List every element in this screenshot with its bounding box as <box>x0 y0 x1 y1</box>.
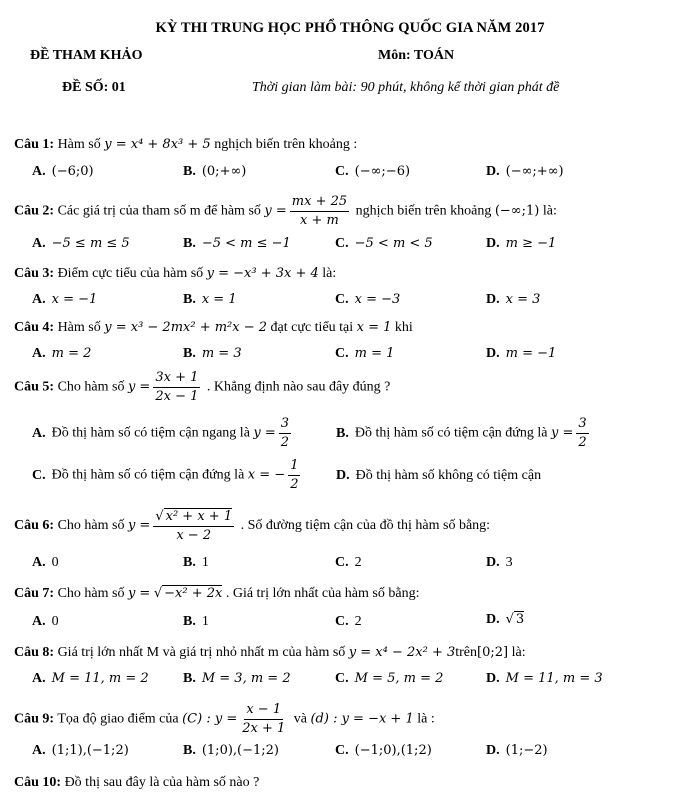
exam-title: KỲ THI TRUNG HỌC PHỔ THÔNG QUỐC GIA NĂM 2017 <box>155 20 545 36</box>
question-label: Câu 5: <box>14 379 55 395</box>
question-3: Câu 3: Điểm cực tiểu của hàm số y = −x³ + 3x + 4 là: <box>14 266 337 281</box>
option-d: D. M = 11, m = 3 <box>486 671 603 686</box>
de-tham-khao: ĐỀ THAM KHẢO <box>30 48 143 63</box>
fraction: $\frac{3x + 1}{2x - 1}$ <box>155 370 199 404</box>
option-a: A. 0 <box>32 555 59 570</box>
question-label: Câu 3: <box>14 266 55 281</box>
option-a: A. x = −1 <box>32 292 98 307</box>
option-b: B. 1 <box>183 555 209 570</box>
math-expression: y = x⁴ + 8x³ + 5 <box>104 137 211 152</box>
option-c: C. Đồ thị hàm số có tiệm cận đứng là x = − $\frac{1}{2}$ <box>32 458 299 492</box>
option-d: D. m = −1 <box>486 346 557 361</box>
option-c: C. 2 <box>335 614 362 629</box>
question-label: Câu 7: <box>14 586 55 601</box>
option-a: A. m = 2 <box>32 346 92 361</box>
option-a: A. (1;1),(−1;2) <box>32 743 129 758</box>
option-b: B. (0;+∞) <box>183 164 247 179</box>
question-label: Câu 6: <box>14 518 55 534</box>
option-c: C. M = 5, m = 2 <box>335 671 444 686</box>
option-c: C. −5 < m < 5 <box>335 236 433 251</box>
question-label: Câu 1: <box>14 137 55 152</box>
question-1: Câu 1: Hàm số y = x⁴ + 8x³ + 5 nghịch biến trên khoảng : <box>14 137 358 152</box>
option-a: A. 0 <box>32 614 59 629</box>
option-d: D. (1;−2) <box>486 743 548 758</box>
option-a: A. −5 ≤ m ≤ 5 <box>32 236 130 251</box>
question-5: Câu 5: Cho hàm số y = $\frac{3x + 1}{2x - 1}$ . Khẳng định nào sau đây đúng ? <box>14 370 391 404</box>
option-b: B. M = 3, m = 2 <box>183 671 291 686</box>
question-9: Câu 9: Tọa độ giao điểm của (C) : y = $\frac{x - 1}{2x + 1}$ và (d) : y = −x + 1 là : <box>14 702 435 736</box>
option-b: B. Đồ thị hàm số có tiệm cận đứng là y = $\frac{3}{2}$ <box>336 416 587 450</box>
option-b: B. 1 <box>183 614 209 629</box>
option-d: D. (−∞;+∞) <box>486 164 564 179</box>
question-6: Câu 6: Cho hàm số y = $\frac{\text{√ x² + x + 1}}{x - 2}$ . Số đường tiệm cận của đồ thị hàm số bằng: <box>14 509 491 543</box>
option-b: B. −5 < m ≤ −1 <box>183 236 291 251</box>
option-c: C. x = −3 <box>335 292 401 307</box>
fraction: $\frac{mx + 25}{x + m}$ <box>291 194 348 228</box>
option-b: B. x = 1 <box>183 292 237 307</box>
option-d: D. x = 3 <box>486 292 541 307</box>
option-d: D. m ≥ −1 <box>486 236 557 251</box>
time-note: Thời gian làm bài: 90 phút, không kể thời gian phát đề <box>252 80 560 95</box>
question-label: Câu 2: <box>14 203 55 219</box>
option-a: A. M = 11, m = 2 <box>32 671 149 686</box>
question-2: Câu 2: Các giá trị của tham số m để hàm số y = $\frac{mx + 25}{x + m}$ nghịch biến trên khoảng (−∞;1) là: <box>14 194 557 228</box>
option-c: C. m = 1 <box>335 346 395 361</box>
option-c: C. (−1;0),(1;2) <box>335 743 432 758</box>
option-d: D. Đồ thị hàm số không có tiệm cận <box>336 468 542 483</box>
option-a: A. Đồ thị hàm số có tiệm cận ngang là y = $\frac{3}{2}$ <box>32 416 290 450</box>
question-7: Câu 7: Cho hàm số y = √ −x² + 2x . Giá trị lớn nhất của hàm số bằng: <box>14 586 420 601</box>
question-label: Câu 10: <box>14 775 62 790</box>
question-label: Câu 9: <box>14 711 55 727</box>
question-label: Câu 8: <box>14 645 55 660</box>
fraction: $\frac{x - 1}{2x + 1}$ <box>242 702 286 736</box>
exam-code: ĐỀ SỐ: 01 <box>62 80 126 95</box>
option-c: C. 2 <box>335 555 362 570</box>
option-a: A. (−6;0) <box>32 164 94 179</box>
question-10: Câu 10: Đồ thị sau đây là của hàm số nào ? <box>14 775 260 790</box>
option-d: D. √ 3 <box>486 612 525 627</box>
option-b: B. (1;0),(−1;2) <box>183 743 279 758</box>
fraction: $\frac{\text{√ x² + x + 1}}{x - 2}$ <box>155 509 233 543</box>
question-label: Câu 4: <box>14 320 55 335</box>
subject-label: Môn: TOÁN <box>378 48 455 63</box>
question-4: Câu 4: Hàm số y = x³ − 2mx² + m²x − 2 đạt cực tiểu tại x = 1 khi <box>14 320 413 335</box>
question-8: Câu 8: Giá trị lớn nhất M và giá trị nhỏ nhất m của hàm số y = x⁴ − 2x² + 3trên[0;2] là: <box>14 645 526 660</box>
option-d: D. 3 <box>486 555 513 570</box>
option-c: C. (−∞;−6) <box>335 164 411 179</box>
option-b: B. m = 3 <box>183 346 242 361</box>
